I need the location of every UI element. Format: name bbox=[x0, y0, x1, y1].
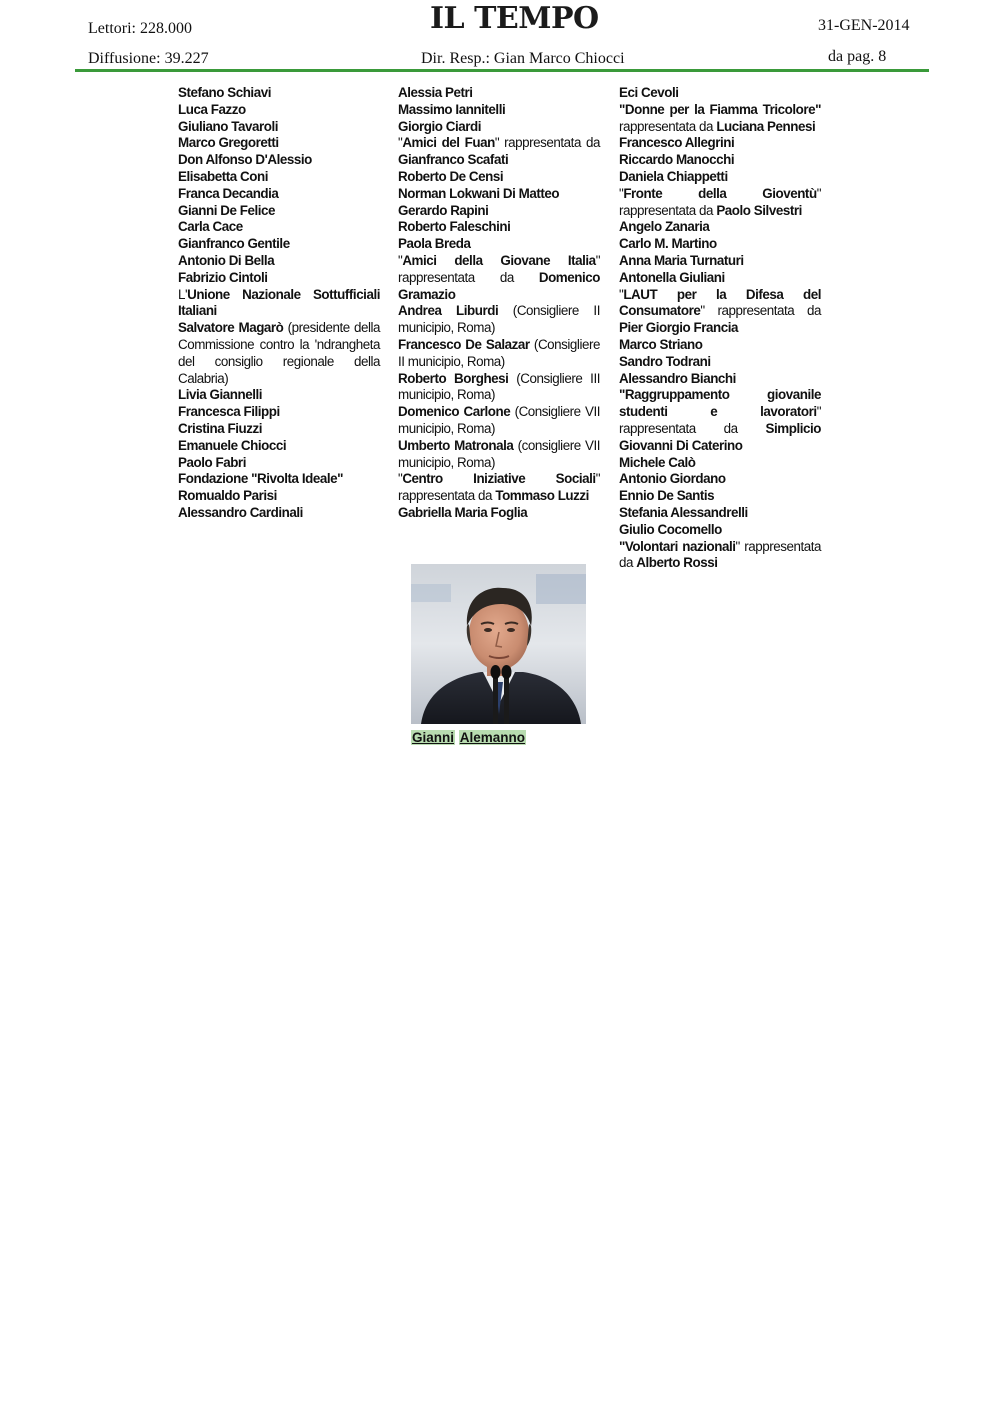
list-item bbox=[619, 85, 821, 102]
entry-text: " bbox=[398, 471, 403, 487]
entry-name: Don Alfonso D'Alessio bbox=[178, 152, 312, 168]
list-item bbox=[398, 169, 600, 186]
entry-text: " rappresentata da bbox=[619, 404, 821, 436]
entry-name: Gabriella Maria Foglia bbox=[398, 504, 528, 520]
list-item bbox=[619, 287, 821, 337]
entry-name: Centro Iniziative Sociali bbox=[402, 471, 596, 487]
entry-name: Paolo Silvestri bbox=[716, 202, 802, 218]
entry-text: " bbox=[619, 185, 624, 201]
entry-text: " rappresentata da bbox=[398, 252, 600, 285]
list-item bbox=[178, 438, 380, 455]
entry-name: Gianfranco Gentile bbox=[178, 236, 290, 252]
list-item bbox=[619, 236, 821, 253]
entry-text: " rappresentata da bbox=[619, 538, 821, 571]
issue-date: 31-GEN-2014 bbox=[818, 17, 910, 34]
list-item bbox=[398, 102, 600, 119]
director-line: Dir. Resp.: Gian Marco Chiocci bbox=[421, 50, 625, 67]
entry-name: Marco Striano bbox=[619, 336, 703, 352]
article-column-1 bbox=[178, 85, 380, 522]
entry-name: Antonio Di Bella bbox=[178, 252, 275, 268]
list-item bbox=[619, 135, 821, 152]
entry-text: " rappresentata da bbox=[700, 303, 821, 319]
list-item bbox=[398, 505, 600, 522]
list-item bbox=[178, 455, 380, 472]
entry-name: Carla Cace bbox=[178, 219, 243, 235]
list-item bbox=[178, 387, 380, 404]
entry-name: Giuliano Tavaroli bbox=[178, 118, 278, 134]
entry-name: Antonella Giuliani bbox=[619, 269, 725, 285]
entry-name: Gianfranco Scafati bbox=[398, 152, 509, 168]
entry-name: Alessia Petri bbox=[398, 85, 473, 100]
caption-first-name: Gianni bbox=[412, 730, 455, 745]
list-item bbox=[178, 85, 380, 102]
entry-name: Franca Decandia bbox=[178, 185, 279, 201]
portrait-photo bbox=[411, 564, 586, 724]
entry-name: Norman Lokwani Di Matteo bbox=[398, 185, 560, 201]
entry-text: " bbox=[398, 135, 403, 151]
list-item bbox=[619, 219, 821, 236]
list-item bbox=[619, 387, 821, 454]
entry-name: Giorgio Ciardi bbox=[398, 118, 481, 134]
list-item bbox=[619, 354, 821, 371]
entry-name: Roberto Faleschini bbox=[398, 219, 511, 235]
entry-name: Paola Breda bbox=[398, 236, 471, 252]
entry-name: Elisabetta Coni bbox=[178, 168, 268, 184]
entry-name: Antonio Giordano bbox=[619, 471, 726, 487]
list-item bbox=[619, 152, 821, 169]
list-item bbox=[619, 169, 821, 186]
list-item bbox=[178, 102, 380, 119]
entry-name: Unione Nazionale Sottufficiali Italiani bbox=[178, 286, 380, 319]
entry-name: Salvatore Magarò bbox=[178, 320, 284, 336]
list-item bbox=[178, 421, 380, 438]
entry-name: Umberto Matronala bbox=[398, 437, 514, 453]
list-item bbox=[178, 253, 380, 270]
list-item bbox=[619, 270, 821, 287]
entry-text: rappresentata da bbox=[619, 118, 717, 134]
entry-name: Riccardo Manocchi bbox=[619, 152, 735, 168]
list-item bbox=[398, 236, 600, 253]
entry-name: Ennio De Santis bbox=[619, 488, 715, 504]
entry-name: Angelo Zanaria bbox=[619, 219, 710, 235]
photo-caption bbox=[411, 730, 526, 745]
list-item bbox=[619, 253, 821, 270]
portrait-illustration bbox=[411, 564, 586, 724]
list-item bbox=[398, 303, 600, 337]
list-item bbox=[178, 505, 380, 522]
list-item bbox=[178, 169, 380, 186]
list-item bbox=[178, 404, 380, 421]
list-item bbox=[619, 539, 821, 573]
entry-text: (consigliere VII municipio, Roma) bbox=[398, 437, 600, 470]
entry-name: Giulio Cocomello bbox=[619, 521, 722, 537]
article-column-3 bbox=[619, 85, 821, 572]
entry-name: Cristina Fiuzzi bbox=[178, 420, 263, 436]
list-item bbox=[178, 471, 380, 488]
entry-name: Roberto De Censi bbox=[398, 168, 504, 184]
entry-name: "Volontari nazionali bbox=[619, 538, 736, 554]
entry-name: Paolo Fabri bbox=[178, 454, 246, 470]
entry-name: Gerardo Rapini bbox=[398, 202, 489, 218]
entry-name: Domenico Gramazio bbox=[398, 269, 600, 302]
entry-name: Stefania Alessandrelli bbox=[619, 504, 748, 520]
entry-text: (Consigliere VII municipio, Roma) bbox=[398, 404, 600, 436]
entry-name: Carlo M. Martino bbox=[619, 236, 717, 252]
list-item bbox=[398, 337, 600, 371]
newspaper-masthead: IL TEMPO bbox=[430, 1, 599, 36]
entry-name: Andrea Liburdi bbox=[398, 303, 499, 319]
entry-name: Eci Cevoli bbox=[619, 85, 679, 100]
entry-name: Stefano Schiavi bbox=[178, 85, 271, 100]
list-item bbox=[178, 488, 380, 505]
list-item bbox=[178, 135, 380, 152]
entry-text: (Consigliere II municipio, Roma) bbox=[398, 303, 600, 336]
page-reference: da pag. 8 bbox=[828, 48, 887, 65]
entry-name: Alessandro Bianchi bbox=[619, 370, 736, 386]
list-item bbox=[619, 186, 821, 220]
list-item bbox=[619, 471, 821, 488]
entry-name: "Raggruppamento giovanile studenti e lavoratori bbox=[619, 387, 821, 420]
list-item bbox=[398, 438, 600, 472]
list-item bbox=[619, 488, 821, 505]
entry-name: Sandro Todrani bbox=[619, 353, 711, 369]
entry-name: Roberto Borghesi bbox=[398, 370, 509, 386]
list-item bbox=[178, 236, 380, 253]
list-item bbox=[398, 371, 600, 405]
list-item bbox=[178, 186, 380, 203]
list-item bbox=[619, 371, 821, 388]
list-item bbox=[619, 522, 821, 539]
entry-text: (Consigliere II municipio, Roma) bbox=[398, 336, 600, 369]
list-item bbox=[178, 219, 380, 236]
list-item bbox=[398, 253, 600, 303]
list-item bbox=[619, 102, 821, 136]
entry-name: Pier Giorgio Francia bbox=[619, 320, 738, 336]
list-item bbox=[398, 135, 600, 169]
entry-name: Fabrizio Cintoli bbox=[178, 269, 268, 285]
list-item bbox=[398, 85, 600, 102]
caption-last-name: Alemanno bbox=[459, 730, 526, 745]
entry-name: Francesco De Salazar bbox=[398, 336, 530, 352]
entry-text: " rappresentata da bbox=[619, 185, 821, 218]
entry-name: Fronte della Gioventù bbox=[623, 185, 817, 201]
entry-text: " rappresentata da bbox=[494, 135, 600, 151]
entry-text: (Consigliere III municipio, Roma) bbox=[398, 370, 600, 403]
entry-text: (presidente della Commissione contro la 'ndrangheta del consiglio regionale della Calabria) bbox=[178, 320, 381, 386]
entry-name: Luca Fazzo bbox=[178, 101, 246, 117]
entry-name: Emanuele Chiocci bbox=[178, 437, 287, 453]
entry-name: Alberto Rossi bbox=[636, 555, 718, 571]
entry-name: Domenico Carlone bbox=[398, 404, 511, 420]
entry-name: Livia Giannelli bbox=[178, 387, 263, 403]
entry-name: Amici della Giovane Italia bbox=[402, 252, 596, 268]
list-item bbox=[398, 203, 600, 220]
entry-name: Francesca Filippi bbox=[178, 404, 280, 420]
entry-name: Michele Calò bbox=[619, 454, 696, 470]
entry-text: L' bbox=[178, 286, 188, 302]
list-item bbox=[398, 404, 600, 438]
entry-name: Marco Gregoretti bbox=[178, 135, 279, 151]
entry-name: Anna Maria Turnaturi bbox=[619, 252, 744, 268]
list-item bbox=[398, 219, 600, 236]
entry-name: Amici del Fuan bbox=[402, 135, 495, 151]
list-item bbox=[178, 287, 380, 321]
entry-name: Simplicio Giovanni Di Caterino bbox=[619, 420, 821, 453]
list-item bbox=[178, 119, 380, 136]
entry-name: Massimo Iannitelli bbox=[398, 101, 506, 117]
readers-count: Lettori: 228.000 bbox=[88, 20, 192, 37]
entry-text: " bbox=[619, 286, 624, 302]
entry-name: Fondazione "Rivolta Ideale" bbox=[178, 471, 343, 487]
entry-name: "Donne per la Fiamma Tricolore" bbox=[619, 101, 821, 117]
entry-name: Gianni De Felice bbox=[178, 202, 275, 218]
entry-name: Romualdo Parisi bbox=[178, 488, 277, 504]
entry-text: " bbox=[398, 252, 403, 268]
list-item bbox=[398, 471, 600, 505]
entry-name: Luciana Pennesi bbox=[716, 118, 816, 134]
entry-text: " rappresentata da bbox=[398, 471, 600, 504]
circulation-count: Diffusione: 39.227 bbox=[88, 50, 209, 67]
list-item bbox=[619, 337, 821, 354]
article-column-2 bbox=[398, 85, 600, 522]
list-item bbox=[619, 455, 821, 472]
entry-name: Alessandro Cardinali bbox=[178, 504, 303, 520]
entry-name: LAUT per la Difesa del Consumatore bbox=[619, 286, 821, 319]
entry-name: Francesco Allegrini bbox=[619, 135, 735, 151]
header-divider bbox=[75, 69, 929, 72]
list-item bbox=[619, 505, 821, 522]
list-item bbox=[398, 186, 600, 203]
entry-name: Tommaso Luzzi bbox=[495, 488, 589, 504]
list-item bbox=[398, 119, 600, 136]
entry-name: Daniela Chiappetti bbox=[619, 168, 728, 184]
list-item bbox=[178, 152, 380, 169]
list-item bbox=[178, 320, 380, 387]
list-item bbox=[178, 203, 380, 220]
list-item bbox=[178, 270, 380, 287]
